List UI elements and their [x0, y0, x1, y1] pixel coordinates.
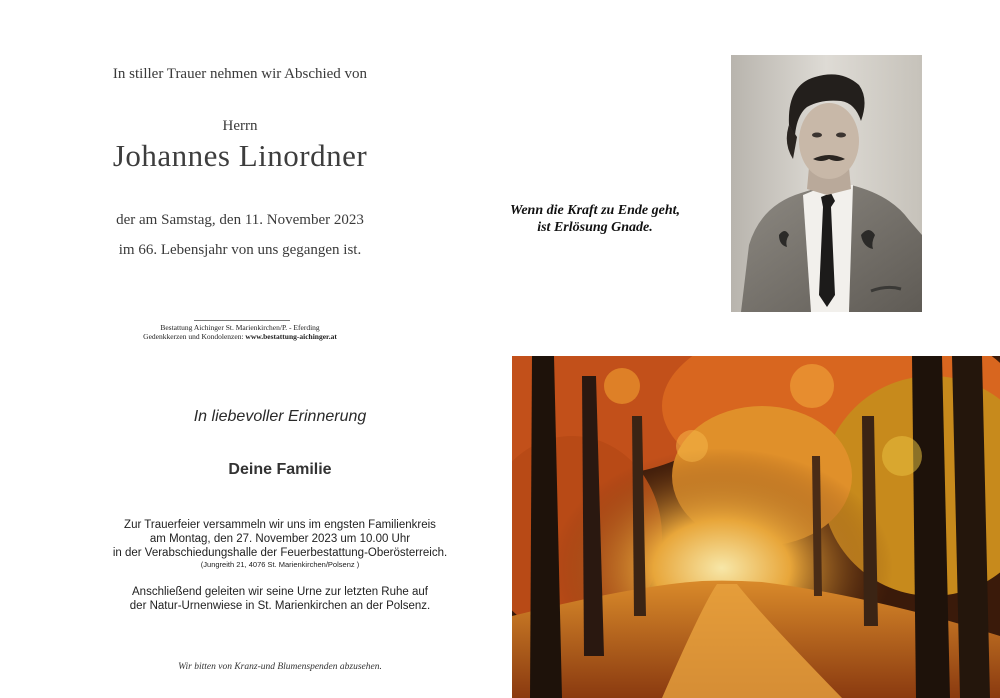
portrait-photo [731, 55, 922, 312]
urn-info [60, 585, 500, 613]
memory-heading: In liebevoller Erinnerung [193, 408, 367, 425]
autumn-forest-photo [512, 356, 1000, 698]
urn-line-1: Anschließend geleiten wir seine Urne zur letzten Ruhe auf [132, 586, 428, 598]
salutation: Herrn [222, 118, 258, 134]
urn-line-2: der Natur-Urnenwiese in St. Marienkirchen an der Polsenz. [129, 600, 431, 612]
quote-line-2: ist Erlösung Gnade. [537, 220, 653, 235]
undertaker-info [90, 323, 390, 341]
ceremony-line-3: in der Verabschiedungshalle der Feuerbestattung-Oberösterreich. [112, 547, 448, 559]
undertaker-divider [194, 320, 290, 321]
age-line: im 66. Lebensjahr von uns gegangen ist. [118, 242, 362, 258]
intro-text: In stiller Trauer nehmen wir Abschied von [112, 66, 368, 82]
death-date-line: der am Samstag, den 11. November 2023 [116, 212, 364, 228]
family-signature: Deine Familie [228, 461, 332, 478]
ceremony-line-1: Zur Trauerfeier versammeln wir uns im engsten Familienkreis [124, 519, 436, 531]
undertaker-name: Bestattung Aichinger St. Marienkirchen/P. - Eferding [160, 323, 320, 332]
donation-request: Wir bitten von Kranz-und Blumenspenden abzusehen. [178, 662, 382, 672]
undertaker-website-link[interactable]: www.bestattung-aichinger.at [245, 332, 337, 341]
ceremony-info [60, 518, 500, 570]
deceased-name: Johannes Linordner [112, 138, 368, 173]
quote-line-1: Wenn die Kraft zu Ende geht, [509, 203, 681, 218]
ceremony-address: (Jungreith 21, 4076 St. Marienkirchen/Polsenz ) [200, 560, 360, 569]
quote [490, 202, 700, 236]
undertaker-condolence-label: Gedenkkerzen und Kondolenzen: [143, 332, 246, 341]
undertaker-condolence-line [90, 332, 390, 341]
ceremony-line-2: am Montag, den 27. November 2023 um 10.00 Uhr [149, 533, 411, 545]
